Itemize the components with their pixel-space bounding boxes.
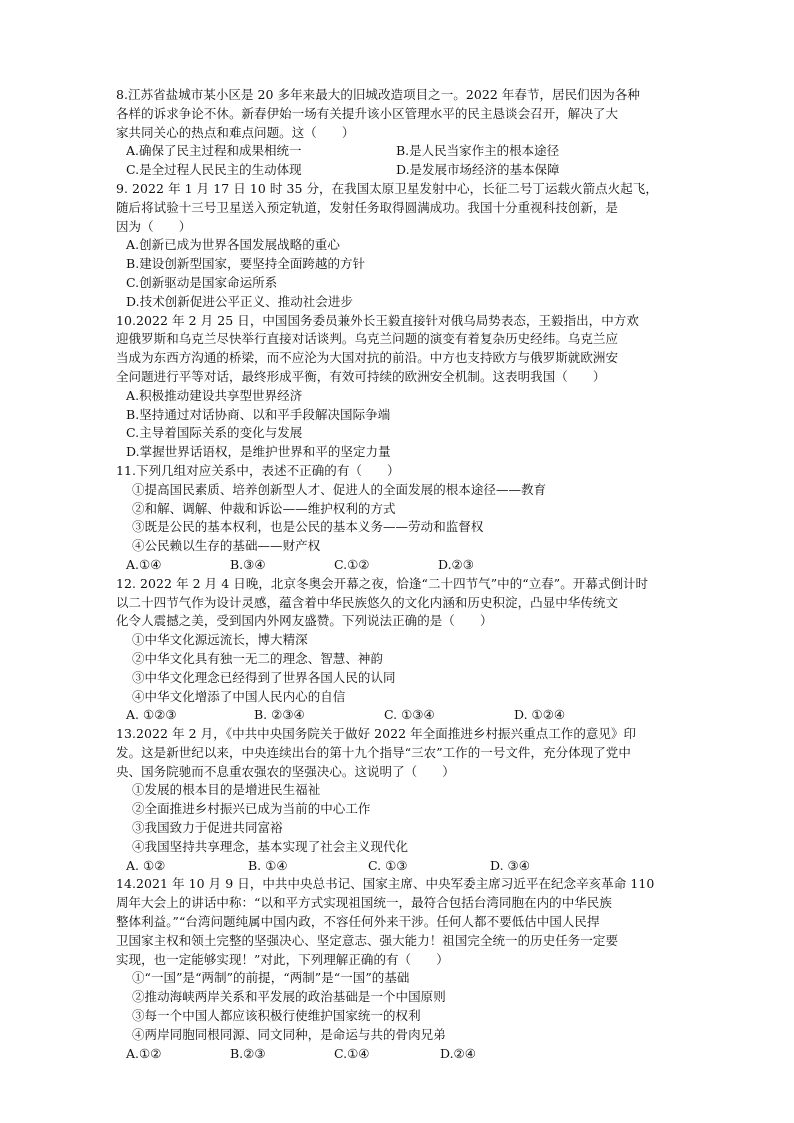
- question-10: [116, 312, 686, 462]
- question-14: [116, 875, 686, 1063]
- question-stem-line: 10.2022 年 2 月 25 日，中国国务委员兼外长王毅直接针对俄乌局势表态，王毅指出，中方欢: [116, 312, 639, 328]
- choice-a: A. ①②③: [126, 707, 177, 723]
- choice-c: C. ①③④: [384, 707, 435, 723]
- option-c: C.是全过程人民民主的生动体现: [126, 162, 302, 178]
- statement-item: ②推动海峡两岸关系和平发展的政治基础是一个中国原则: [132, 989, 446, 1005]
- question-12: [116, 575, 686, 725]
- question-stem-line: 卫国家主权和领土完整的坚强决心、坚定意志、强大能力！祖国完全统一的历史任务一定要: [116, 932, 619, 948]
- question-stem-line: 化令人震撼之美，受到国内外网友盛赞。下列说法正确的是（ ）: [116, 613, 493, 629]
- option-a: A.积极推动建设共享型世界经济: [126, 387, 303, 403]
- statement-item: ②中华文化具有独一无二的理念、智慧、神韵: [132, 650, 384, 666]
- choices-row: [116, 857, 686, 876]
- choice-b: B.③④: [230, 556, 266, 572]
- option-d: D.掌握世界话语权，是维护世界和平的坚定力量: [126, 444, 391, 460]
- question-11: [116, 462, 686, 575]
- question-13: [116, 725, 686, 875]
- option-b: B.坚持通过对话协商、以和平手段解决国际争端: [126, 406, 391, 422]
- choice-a: A. ①②: [126, 857, 166, 873]
- options-row: [116, 142, 686, 161]
- statement-item: ③既是公民的基本权利，也是公民的基本义务——劳动和监督权: [132, 519, 484, 535]
- question-stem-line: 9. 2022 年 1 月 17 日 10 时 35 分，在我国太原卫星发射中心，长征二号丁运载火箭点火起飞，: [116, 180, 658, 196]
- statement-item: ④中华文化增添了中国人民内心的自信: [132, 688, 346, 704]
- choice-a: A.①②: [126, 1045, 162, 1061]
- question-stem-line: 13.2022 年 2 月，《中共中央国务院关于做好 2022 年全面推进乡村振兴重点工作的意见》印: [116, 726, 637, 742]
- choice-d: D. ①②④: [514, 707, 566, 723]
- question-stem-line: 全问题进行平等对话，最终形成平衡，有效可持续的欧洲安全机制。这表明我国（ ）: [116, 368, 606, 384]
- option-b: B.是人民当家作主的根本途径: [396, 143, 560, 159]
- choice-d: D.②④: [440, 1045, 476, 1061]
- statement-item: ①发展的根本目的是增进民生福祉: [132, 782, 321, 798]
- statement-item: ③我国致力于促进共同富裕: [132, 820, 283, 836]
- question-stem-line: 各样的诉求争论不休。新春伊始一场有关提升该小区管理水平的民主恳谈会召开，解决了大: [116, 105, 619, 121]
- choice-b: B.②③: [230, 1045, 266, 1061]
- question-stem-line: 整体利益。”“台湾问题纯属中国内政，不容任何外来干涉。任何人都不要低估中国人民捍: [116, 914, 600, 930]
- statement-item: ③中华文化理念已经得到了世界各国人民的认同: [132, 669, 396, 685]
- choice-c: C. ①③: [368, 857, 408, 873]
- choice-b: B. ②③④: [254, 707, 305, 723]
- option-d: D.技术创新促进公平正义、推动社会进步: [126, 293, 354, 309]
- question-stem-line: 发。这是新世纪以来，中央连续出台的第十九个指导“三农”工作的一号文件，充分体现了党中: [116, 744, 631, 760]
- option-a: A.创新已成为世界各国发展战略的重心: [126, 237, 340, 253]
- question-stem-line: 家共同关心的热点和难点问题。这（ ）: [116, 124, 355, 140]
- choices-row: [116, 556, 686, 575]
- question-8: [116, 86, 686, 180]
- question-stem-line: 8.江苏省盐城市某小区是 20 多年来最大的旧城改造项目之一。2022 年春节，居民们因为各种: [116, 87, 640, 102]
- choices-row: [116, 1045, 686, 1064]
- statement-item: ②全面推进乡村振兴已成为当前的中心工作: [132, 801, 371, 817]
- choice-b: B. ①④: [248, 857, 288, 873]
- choice-a: A.①④: [126, 556, 162, 572]
- exam-page: [116, 86, 686, 1063]
- choice-c: C.①②: [334, 556, 370, 572]
- statement-item: ④两岸同胞同根同源、同文同种，是命运与共的骨肉兄弟: [132, 1026, 446, 1042]
- question-stem-line: 因为（ ）: [116, 218, 192, 234]
- question-stem-line: 迎俄罗斯和乌克兰尽快举行直接对话谈判。乌克兰问题的演变有着复杂历史经纬。乌克兰应: [116, 331, 619, 347]
- choices-row: [116, 706, 686, 725]
- question-stem-line: 以二十四节气作为设计灵感，蕴含着中华民族悠久的文化内涵和历史积淀，凸显中华传统文: [116, 594, 619, 610]
- option-b: B.建设创新型国家，要坚持全面跨越的方针: [126, 256, 366, 272]
- question-stem-line: 12. 2022 年 2 月 4 日晚，北京冬奥会开幕之夜，恰逢“二十四节气”中的“立春”。开幕式倒计时: [116, 575, 649, 591]
- question-stem-line: 11.下列几组对应关系中，表述不正确的有（ ）: [116, 462, 400, 478]
- question-stem-line: 实现，也一定能够实现！”对此，下列理解正确的有（ ）: [116, 951, 449, 967]
- statement-item: ②和解、调解、仲裁和诉讼——维护权利的方式: [132, 500, 396, 516]
- statement-item: ④我国坚持共享理念，基本实现了社会主义现代化: [132, 838, 409, 854]
- choice-d: D. ③④: [490, 857, 530, 873]
- option-d: D.是发展市场经济的基本保障: [396, 162, 560, 178]
- statement-item: ①中华文化源远流长，博大精深: [132, 632, 308, 648]
- statement-item: ①提高国民素质、培养创新型人才、促进人的全面发展的根本途径——教育: [132, 481, 547, 497]
- option-c: C.创新驱动是国家命运所系: [126, 274, 278, 290]
- statement-item: ④公民赖以生存的基础——财产权: [132, 538, 321, 554]
- question-9: [116, 180, 686, 312]
- choice-d: D.②③: [438, 556, 474, 572]
- question-stem-line: 央、国务院驰而不息重农强农的坚强决心。这说明了（ ）: [116, 763, 455, 779]
- statement-item: ①“一国”是“两制”的前提，“两制”是“一国”的基础: [132, 970, 410, 986]
- question-stem-line: 周年大会上的讲话中称：“以和平方式实现祖国统一，最符合包括台湾同胞在内的中华民族: [116, 895, 612, 911]
- question-stem-line: 随后将试验十三号卫星送入预定轨道，发射任务取得圆满成功。我国十分重视科技创新，是: [116, 199, 619, 215]
- statement-item: ③每一个中国人都应该积极行使维护国家统一的权利: [132, 1008, 421, 1024]
- options-row: [116, 161, 686, 180]
- choice-c: C.①④: [334, 1045, 370, 1061]
- question-stem-line: 14.2021 年 10 月 9 日，中共中央总书记、国家主席、中央军委主席习近平在纪念辛亥革命 110: [116, 876, 655, 892]
- question-stem-line: 当成为东西方沟通的桥梁，而不应沦为大国对抗的前沿。中方也支持欧方与俄罗斯就欧洲安: [116, 350, 619, 366]
- option-a: A.确保了民主过程和成果相统一: [126, 143, 302, 159]
- option-c: C.主导着国际关系的变化与发展: [126, 425, 303, 441]
